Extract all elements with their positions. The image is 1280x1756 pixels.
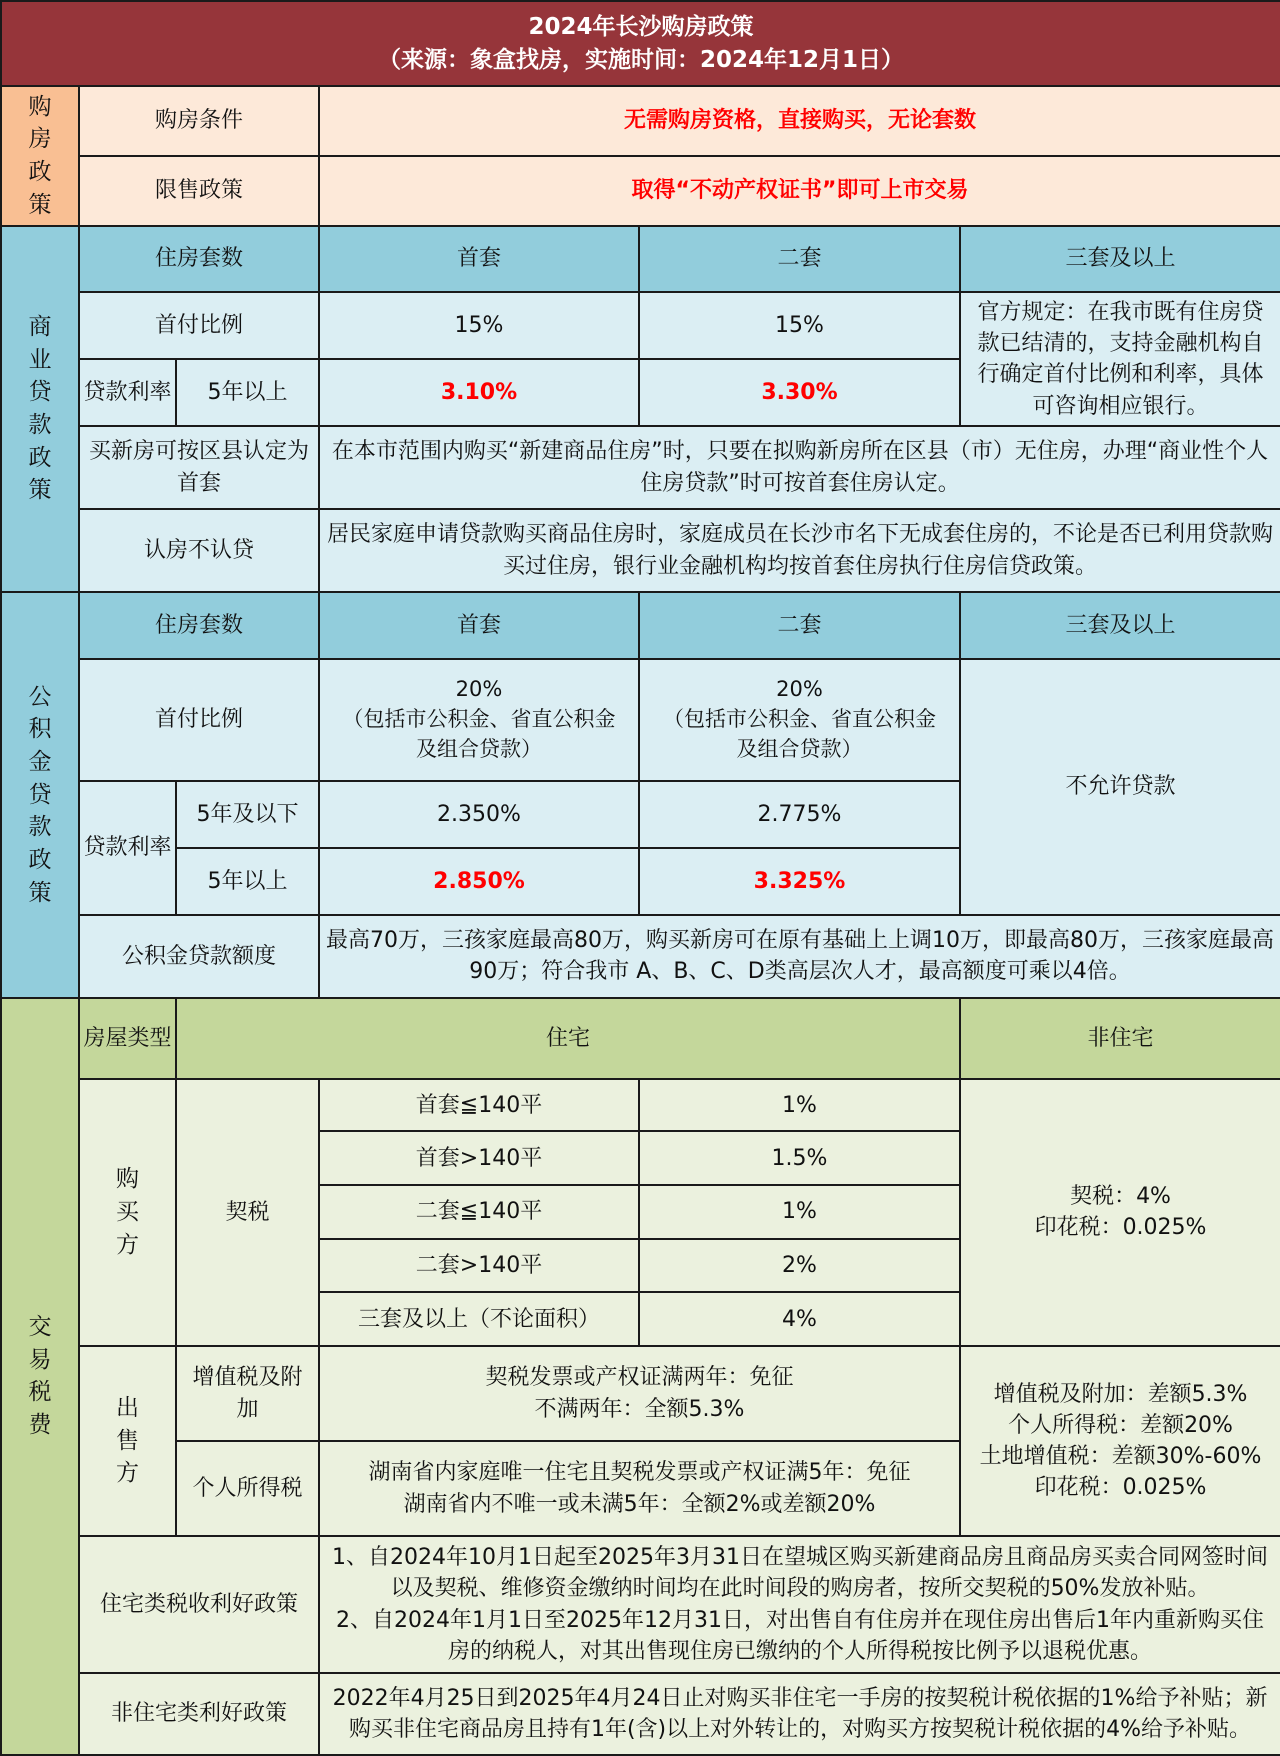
fund-limit-label: 公积金贷款额度 (79, 915, 319, 998)
deed-tax-rate-2: 1.5% (639, 1131, 960, 1185)
section-commercial-loan: 商 业 贷 款 政 策 (1, 226, 79, 592)
fund-down-payment-label: 首付比例 (79, 659, 319, 781)
residential-benefit-text: 1、自2024年10月1日起至2025年3月31日在望城区购买新建商品房且商品房买卖合同网签时间以及契税、维修资金缴纳时间均在此时间段的购房者，按所交契税的50%发放补贴。 2、自2024年1月1日至2025年12月31日，对出售自有住房并在现住房出售后1年内重新购买住房的纳税人，对其出售现住房已缴纳的个人所得税按比例予以退税优惠。 (319, 1536, 1280, 1673)
non-residential-benefit-text: 2022年4月25日到2025年4月24日止对购买非住宅一手房的按契税计税依据的1%给予补贴；新购买非住宅商品房且持有1年(含)以上对外转让的，对购买方按契税计税依据的4%给予补贴。 (319, 1673, 1280, 1755)
deed-tax-condition-2: 首套>140平 (319, 1131, 639, 1185)
section-purchase-policy: 购 房 政 策 (1, 86, 79, 226)
commercial-down-payment-label: 首付比例 (79, 292, 319, 359)
new-house-first-text: 在本市范围内购买“新建商品住房”时，只要在拟购新房所在区县（市）无住房，办理“商业性个人住房贷款”时可按首套住房认定。 (319, 426, 1280, 509)
income-tax-label: 个人所得税 (176, 1441, 319, 1536)
no-loan-count-label: 认房不认贷 (79, 509, 319, 592)
commercial-rate-label: 贷款利率 (79, 359, 176, 426)
no-loan-count-text: 居民家庭申请贷款购买商品住房时，家庭成员在长沙市名下无成套住房的，不论是否已利用贷款购买过住房，银行业金融机构均按首套住房执行住房信贷政策。 (319, 509, 1280, 592)
commercial-header-label: 住房套数 (79, 226, 319, 293)
fund-rate-term-long: 5年以上 (176, 848, 319, 915)
commercial-rate-term: 5年以上 (176, 359, 319, 426)
fund-limit-text: 最高70万，三孩家庭最高80万，购买新房可在原有基础上上调10万，即最高80万，三孩家庭最高90万；符合我市 A、B、C、D类高层次人才，最高额度可乘以4倍。 (319, 915, 1280, 998)
deed-tax-condition-3: 二套≦140平 (319, 1185, 639, 1239)
deed-tax-condition-1: 首套≦140平 (319, 1079, 639, 1132)
fund-rate-long-second: 3.325% (639, 848, 960, 915)
deed-tax-condition-4: 二套>140平 (319, 1239, 639, 1293)
seller-non-residential-tax: 增值税及附加：差额5.3% 个人所得税：差额20% 土地增值税：差额30%-60% 印花税：0.025% (960, 1346, 1280, 1536)
commercial-header-third: 三套及以上 (960, 226, 1280, 293)
commercial-down-payment-second: 15% (639, 292, 960, 359)
fund-rate-term-short: 5年及以下 (176, 781, 319, 848)
deed-tax-condition-5: 三套及以上（不论面积） (319, 1292, 639, 1346)
section-provident-fund-loan: 公 积 金 贷 款 政 策 (1, 592, 79, 998)
fund-header-second: 二套 (639, 592, 960, 659)
section-transaction-tax: 交 易 税 费 (1, 998, 79, 1755)
deed-tax-rate-3: 1% (639, 1185, 960, 1239)
commercial-rate-second: 3.30% (639, 359, 960, 426)
fund-rate-short-first: 2.350% (319, 781, 639, 848)
title-line-1: 2024年长沙购房政策 (528, 13, 754, 40)
house-type-residential: 住宅 (176, 998, 960, 1079)
deed-tax-rate-4: 2% (639, 1239, 960, 1293)
vat-label: 增值税及附加 (176, 1346, 319, 1441)
house-type-label: 房屋类型 (79, 998, 176, 1079)
fund-header-third: 三套及以上 (960, 592, 1280, 659)
fund-header-first: 首套 (319, 592, 639, 659)
fund-rate-short-second: 2.775% (639, 781, 960, 848)
fund-rate-long-first: 2.850% (319, 848, 639, 915)
residential-benefit-label: 住宅类税收利好政策 (79, 1536, 319, 1673)
house-type-non-residential: 非住宅 (960, 998, 1280, 1079)
commercial-down-payment-first: 15% (319, 292, 639, 359)
fund-third-note: 不允许贷款 (960, 659, 1280, 915)
vat-text: 契税发票或产权证满两年：免征 不满两年：全额5.3% (319, 1346, 960, 1441)
non-residential-benefit-label: 非住宅类利好政策 (79, 1673, 319, 1755)
resale-restriction-value: 取得“不动产权证书”即可上市交易 (319, 156, 1280, 226)
buyer-non-residential-tax: 契税：4% 印花税：0.025% (960, 1079, 1280, 1346)
purchase-condition-label: 购房条件 (79, 86, 319, 156)
seller-label: 出 售 方 (79, 1346, 176, 1536)
deed-tax-label: 契税 (176, 1079, 319, 1346)
purchase-condition-value: 无需购房资格，直接购买，无论套数 (319, 86, 1280, 156)
buyer-label: 购 买 方 (79, 1079, 176, 1346)
commercial-header-second: 二套 (639, 226, 960, 293)
fund-down-payment-second: 20% （包括市公积金、省直公积金 及组合贷款） (639, 659, 960, 781)
fund-rate-label: 贷款利率 (79, 781, 176, 915)
commercial-rate-first: 3.10% (319, 359, 639, 426)
deed-tax-rate-1: 1% (639, 1079, 960, 1132)
commercial-third-note: 官方规定：在我市既有住房贷款已结清的，支持金融机构自行确定首付比例和利率，具体可咨询相应银行。 (960, 292, 1280, 426)
title-line-2: （来源：象盒找房，实施时间：2024年12月1日） (378, 46, 905, 73)
fund-header-label: 住房套数 (79, 592, 319, 659)
page-title (1, 1, 1280, 86)
resale-restriction-label: 限售政策 (79, 156, 319, 226)
income-tax-text: 湖南省内家庭唯一住宅且契税发票或产权证满5年：免征 湖南省内不唯一或未满5年：全额2%或差额20% (319, 1441, 960, 1536)
fund-down-payment-first: 20% （包括市公积金、省直公积金 及组合贷款） (319, 659, 639, 781)
commercial-header-first: 首套 (319, 226, 639, 293)
new-house-first-label: 买新房可按区县认定为首套 (79, 426, 319, 509)
deed-tax-rate-5: 4% (639, 1292, 960, 1346)
